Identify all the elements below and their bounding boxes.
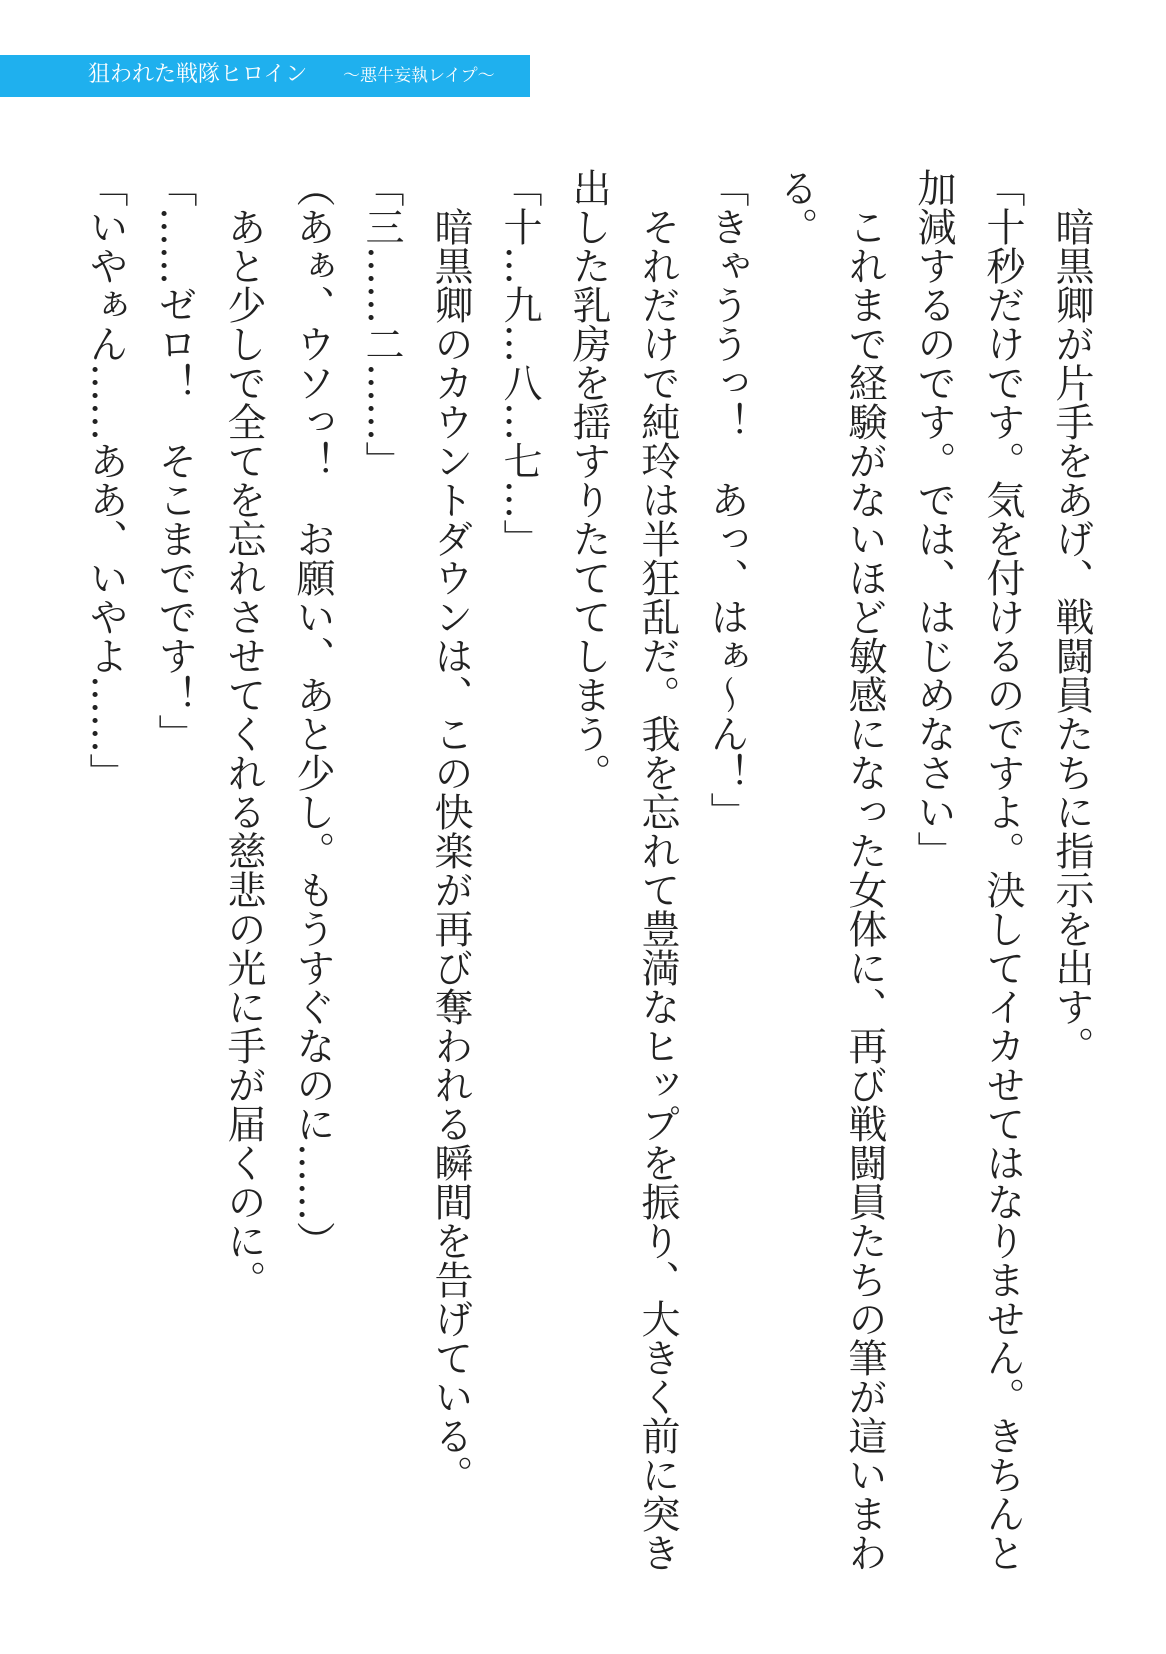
paragraph: 暗黒卿が片手をあげ、戦闘員たちに指示を出す。: [1049, 168, 1094, 1065]
paragraph: 「……ゼロ！ そこまでです！」: [152, 168, 197, 753]
paragraph: 「きゃううっ！ あっ、はぁ～ん！」: [704, 168, 749, 831]
paragraph: あと少しで全てを忘れさせてくれる慈悲の光に手が届くのに。: [221, 168, 266, 1299]
paragraph: 「三……二……」: [359, 168, 404, 480]
paragraph: それだけで純玲は半狂乱だ。我を忘れて豊満なヒップを振り、大きく前に突き出した乳房を揺すりたててしまう。: [566, 168, 680, 1572]
vertical-text-body: [76, 168, 1106, 1588]
paragraph: 「十…九…八…七…」: [497, 168, 542, 558]
paragraph: （あぁ、ウソっ！ お願い、あと少し。もうすぐなのに……）: [290, 168, 335, 1260]
header-band: [0, 55, 530, 97]
paragraph: 暗黒卿のカウントダウンは、この快楽が再び奪われる瞬間を告げている。: [428, 168, 473, 1494]
paragraph: 「十秒だけです。気を付けるのですよ。決してイカせてはなりません。きちんと加減するのです。では、はじめなさい」: [911, 168, 1025, 1572]
book-title: 狙われた戦隊ヒロイン: [88, 62, 308, 87]
paragraph: これまで経験がないほど敏感になった女体に、再び戦闘員たちの筆が這いまわる。: [773, 168, 887, 1572]
paragraph: 「いやぁん……ああ、いやよ……」: [83, 168, 128, 792]
book-subtitle: ～悪牛妄執レイプ～: [343, 66, 495, 86]
